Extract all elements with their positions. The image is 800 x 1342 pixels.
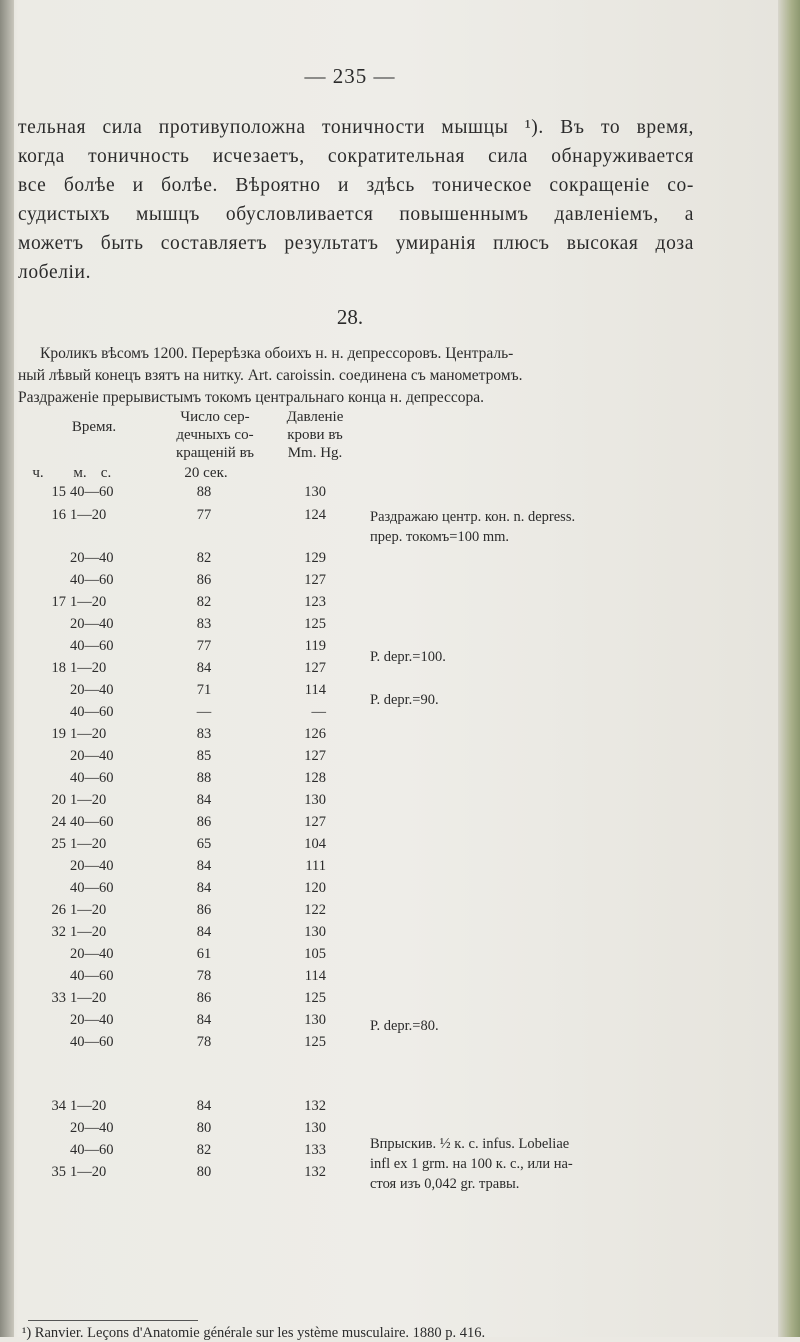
heartbeat-count-cell: 84: [196, 660, 212, 676]
heartbeat-count-cell: 80: [196, 1164, 212, 1180]
heartbeat-count-cell: 82: [196, 594, 212, 610]
pressure-cell: 125: [304, 616, 326, 632]
minute-range-cell: 20—40: [70, 550, 114, 566]
minute-range-cell: 40—60: [70, 638, 114, 654]
pressure-cell: 104: [304, 836, 326, 852]
minute-range-cell: 1—20: [70, 902, 107, 918]
pressure-cell: 132: [304, 1164, 326, 1180]
heartbeat-count-cell: 78: [196, 1034, 212, 1050]
pressure-cell: 132: [304, 1098, 326, 1114]
intro-line: Раздраженіе прерывистымъ токомъ центральнаго конца н. депрессора.: [18, 389, 485, 406]
heartbeat-count-cell: 71: [196, 682, 212, 698]
table-row: [0, 594, 800, 614]
pressure-cell: 122: [304, 902, 326, 918]
hour-cell: 25: [51, 836, 66, 852]
heartbeat-count-cell: 77: [196, 638, 212, 654]
pressure-cell: 105: [304, 946, 326, 962]
minute-range-cell: 40—60: [70, 1142, 114, 1158]
note-pressure-100: P. depr.=100.: [370, 649, 446, 665]
pressure-cell: 130: [304, 484, 326, 500]
heartbeat-count-cell: 84: [196, 880, 212, 896]
paragraph-line: лобеліи.: [18, 262, 92, 283]
table-row: [0, 572, 800, 592]
hour-cell: 33: [51, 990, 66, 1006]
minute-range-cell: 1—20: [70, 594, 107, 610]
heartbeat-count-cell: 86: [196, 572, 212, 588]
pressure-cell: 114: [304, 968, 326, 984]
pressure-cell: 130: [304, 1120, 326, 1136]
table-row: [0, 880, 800, 900]
header-unit-second: с.: [100, 465, 112, 481]
table-row: [0, 946, 800, 966]
paragraph-line: тельная сила противуположна тоничности мышцы ¹). Въ то время,: [18, 117, 694, 138]
pressure-cell: 130: [304, 1012, 326, 1028]
minute-range-cell: 20—40: [70, 1120, 114, 1136]
minute-range-cell: 20—40: [70, 858, 114, 874]
minute-range-cell: 40—60: [70, 704, 114, 720]
minute-range-cell: 40—60: [70, 572, 114, 588]
heartbeat-count-cell: 85: [196, 748, 212, 764]
minute-range-cell: 1—20: [70, 924, 107, 940]
table-row: [0, 990, 800, 1010]
header-interval: 20 сек.: [184, 465, 228, 481]
hour-cell: 20: [51, 792, 66, 808]
hour-cell: 18: [51, 660, 66, 676]
heartbeat-count-cell: 83: [196, 726, 212, 742]
minute-range-cell: 1—20: [70, 1098, 107, 1114]
hour-cell: 35: [51, 1164, 66, 1180]
minute-range-cell: 1—20: [70, 792, 107, 808]
heartbeat-count-cell: 82: [196, 550, 212, 566]
minute-range-cell: 1—20: [70, 1164, 107, 1180]
pressure-cell: 125: [304, 990, 326, 1006]
hour-cell: 17: [51, 594, 66, 610]
pressure-cell: 120: [304, 880, 326, 896]
heartbeat-count-cell: 88: [196, 770, 212, 786]
minute-range-cell: 40—60: [70, 968, 114, 984]
heartbeat-count-cell: 82: [196, 1142, 212, 1158]
header-pressure: Давленіе крови въ Mm. Hg.: [286, 409, 344, 461]
heartbeat-count-cell: 65: [196, 836, 212, 852]
minute-range-cell: 20—40: [70, 616, 114, 632]
heartbeat-count-cell: 84: [196, 858, 212, 874]
heartbeat-count-cell: 86: [196, 814, 212, 830]
minute-range-cell: 1—20: [70, 836, 107, 852]
heartbeat-count-cell: 86: [196, 902, 212, 918]
table-row: [0, 858, 800, 878]
heartbeat-count-cell: 80: [196, 1120, 212, 1136]
pressure-cell: 111: [305, 858, 326, 874]
pressure-cell: 130: [304, 924, 326, 940]
minute-range-cell: 40—60: [70, 770, 114, 786]
minute-range-cell: 20—40: [70, 682, 114, 698]
pressure-cell: 127: [304, 660, 326, 676]
pressure-cell: 129: [304, 550, 326, 566]
intro-line: Кроликъ вѣсомъ 1200. Перерѣзка обоихъ н. н. депрессоровъ. Централь-: [40, 345, 514, 362]
pressure-cell: 127: [304, 814, 326, 830]
note-stimulus: Раздражаю центр. кон. n. depress. прер. токомъ=100 mm.: [370, 509, 576, 545]
minute-range-cell: 20—40: [70, 748, 114, 764]
table-row: [0, 1098, 800, 1118]
table-row: [0, 924, 800, 944]
hour-cell: 19: [51, 726, 66, 742]
minute-range-cell: 20—40: [70, 946, 114, 962]
heartbeat-count-cell: —: [196, 704, 212, 720]
table-row: [0, 770, 800, 790]
note-pressure-80: P. depr.=80.: [370, 1018, 439, 1034]
pressure-cell: 128: [304, 770, 326, 786]
hour-cell: 24: [51, 814, 66, 830]
paragraph-line: когда тоничность исчезаетъ, сократительная сила обнаруживается: [18, 146, 694, 167]
table-row: [0, 726, 800, 746]
minute-range-cell: 40—60: [70, 484, 114, 500]
heartbeat-count-cell: 86: [196, 990, 212, 1006]
minute-range-cell: 1—20: [70, 660, 107, 676]
header-unit-minute: м.: [73, 465, 87, 481]
footnote-rule: [28, 1320, 198, 1321]
table-row: [0, 748, 800, 768]
paragraph-line: можетъ быть составляетъ результатъ умиранія плюсъ высокая доза: [18, 233, 694, 254]
table-row: [0, 836, 800, 856]
heartbeat-count-cell: 84: [196, 1012, 212, 1028]
heartbeat-count-cell: 84: [196, 1098, 212, 1114]
section-number: 28.: [336, 305, 364, 329]
minute-range-cell: 1—20: [70, 507, 107, 523]
table-row: [0, 550, 800, 570]
table-row: [0, 616, 800, 636]
table-row: [0, 902, 800, 922]
note-injection: Впрыскив. ½ к. с. infus. Lobeliae infl ex 1 grm. на 100 к. с., или на- стоя изъ 0,042 gr. травы.: [370, 1136, 573, 1192]
minute-range-cell: 1—20: [70, 990, 107, 1006]
page-number: — 235 —: [304, 64, 396, 88]
pressure-cell: —: [311, 704, 326, 720]
heartbeat-count-cell: 83: [196, 616, 212, 632]
minute-range-cell: 40—60: [70, 1034, 114, 1050]
heartbeat-count-cell: 88: [196, 484, 212, 500]
hour-cell: 15: [51, 484, 66, 500]
table-row: [0, 792, 800, 812]
pressure-cell: 133: [304, 1142, 326, 1158]
paragraph-line: все болѣе и болѣе. Вѣроятно и здѣсь тоническое сокращеніе со-: [18, 175, 694, 196]
hour-cell: 32: [51, 924, 66, 940]
hour-cell: 16: [51, 507, 66, 523]
heartbeat-count-cell: 84: [196, 792, 212, 808]
pressure-cell: 130: [304, 792, 326, 808]
heartbeat-count-cell: 78: [196, 968, 212, 984]
header-count: Число сер- дечныхъ со- кращеній въ: [175, 409, 255, 461]
minute-range-cell: 40—60: [70, 814, 114, 830]
note-pressure-90: P. depr.=90.: [370, 692, 439, 708]
pressure-cell: 119: [304, 638, 326, 654]
table-row: [0, 1034, 800, 1054]
hour-cell: 34: [51, 1098, 66, 1114]
heartbeat-count-cell: 84: [196, 924, 212, 940]
experiment-intro: [18, 343, 698, 409]
minute-range-cell: 40—60: [70, 880, 114, 896]
pressure-cell: 126: [304, 726, 326, 742]
pressure-cell: 127: [304, 748, 326, 764]
hour-cell: 26: [51, 902, 66, 918]
footnote: ¹) Ranvier. Leçons d'Anatomie générale sur les ystème musculaire. 1880 p. 416.: [22, 1325, 486, 1341]
heartbeat-count-cell: 61: [196, 946, 212, 962]
heartbeat-count-cell: 77: [196, 507, 212, 523]
paragraph-line: судистыхъ мышцъ обусловливается повышеннымъ давленіемъ, а: [18, 204, 694, 225]
pressure-cell: 114: [304, 682, 326, 698]
pressure-cell: 124: [304, 507, 326, 523]
minute-range-cell: 20—40: [70, 1012, 114, 1028]
minute-range-cell: 1—20: [70, 726, 107, 742]
pressure-cell: 127: [304, 572, 326, 588]
pressure-cell: 125: [304, 1034, 326, 1050]
header-time: Время.: [71, 419, 117, 435]
pressure-cell: 123: [304, 594, 326, 610]
intro-line: ный лѣвый конецъ взятъ на нитку. Art. caroissin. соединена съ манометромъ.: [18, 367, 523, 384]
table-row: [0, 484, 800, 504]
table-row: [0, 814, 800, 834]
table-row: [0, 968, 800, 988]
body-paragraph: [18, 113, 694, 287]
header-unit-hour: ч.: [32, 465, 44, 481]
